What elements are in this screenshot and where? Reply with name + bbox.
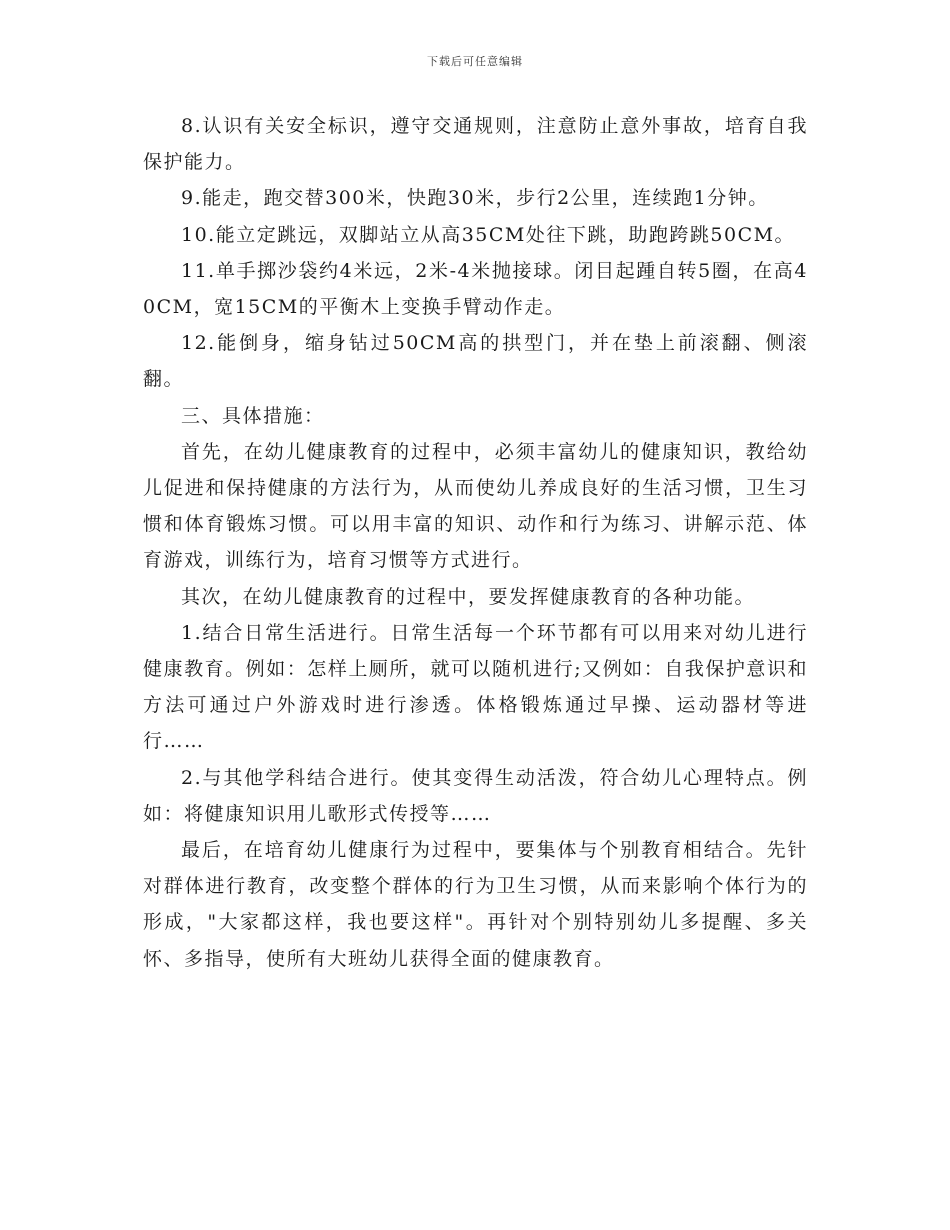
- paragraph-first: 首先，在幼儿健康教育的过程中，必须丰富幼儿的健康知识，教给幼儿促进和保持健康的方法行为，从而使幼儿养成良好的生活习惯，卫生习惯和体育锻炼习惯。可以用丰富的知识、动作和行为练习、讲解示范、体育游戏，训练行为，培育习惯等方式进行。: [143, 440, 808, 572]
- paragraph-item-8: 8.认识有关安全标识，遵守交通规则，注意防止意外事故，培育自我保护能力。: [143, 115, 808, 174]
- paragraph-finally: 最后，在培育幼儿健康行为过程中，要集体与个别教育相结合。先针对群体进行教育，改变整个群体的行为卫生习惯，从而来影响个体行为的形成，"大家都这样，我也要这样"。再针对个别特别幼儿多提醒、多关怀、多指导，使所有大班幼儿获得全面的健康教育。: [143, 839, 808, 970]
- paragraph-item-12: 12.能倒身，缩身钻过50CM高的拱型门，并在垫上前滚翻、侧滚翻。: [143, 332, 808, 391]
- section-heading-measures: 三、具体措施：: [181, 404, 325, 427]
- paragraph-sub-item-1: 1.结合日常生活进行。日常生活每一个环节都有可以用来对幼儿进行健康教育。例如：怎样上厕所，就可以随机进行;又例如：自我保护意识和方法可通过户外游戏时进行渗透。体格锻炼通过早操、运动器材等进行……: [143, 621, 808, 753]
- paragraph-sub-item-2: 2.与其他学科结合进行。使其变得生动活泼，符合幼儿心理特点。例如：将健康知识用儿歌形式传授等……: [143, 766, 808, 825]
- paragraph-item-10: 10.能立定跳远，双脚站立从高35CM处往下跳，助跑跨跳50CM。: [181, 223, 796, 246]
- page-header: 下载后可任意编辑: [427, 55, 523, 68]
- document-body: [143, 108, 808, 977]
- paragraph-second: 其次，在幼儿健康教育的过程中，要发挥健康教育的各种功能。: [181, 585, 756, 608]
- paragraph-item-9: 9.能走，跑交替300米，快跑30米，步行2公里，连续跑1分钟。: [181, 187, 769, 210]
- paragraph-item-11: 11.单手掷沙袋约4米远，2米-4米抛接球。闭目起踵自转5圈，在高40CM，宽15CM的平衡木上变换手臂动作走。: [143, 259, 808, 319]
